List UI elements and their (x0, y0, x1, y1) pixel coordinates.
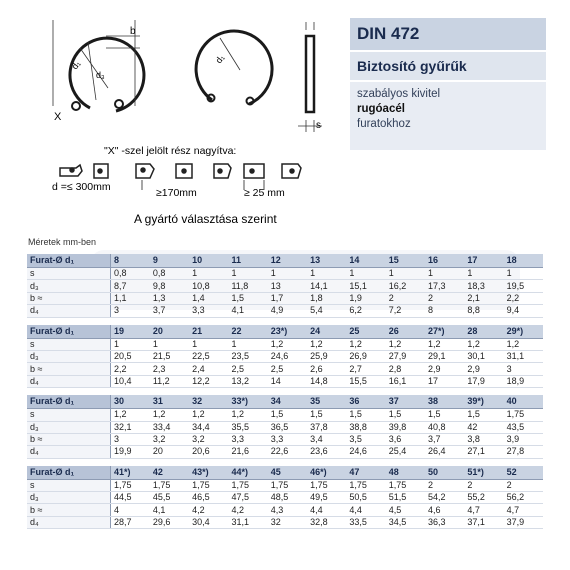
table-row (27, 433, 543, 445)
value-cell: 28,7 (111, 516, 150, 528)
value-cell: 2,7 (346, 363, 385, 375)
value-cell: 3,2 (150, 433, 189, 445)
value-cell: 3,3 (189, 305, 228, 317)
header-bore-cell: 43*) (189, 466, 228, 480)
row-label-cell: d₃ (27, 350, 111, 362)
desc-line-1: szabályos kivitel (357, 88, 441, 100)
value-cell: 1,75 (504, 409, 543, 421)
value-cell: 6,2 (346, 305, 385, 317)
value-cell: 3,8 (464, 433, 503, 445)
value-cell: 56,2 (504, 492, 543, 504)
value-cell: 1 (346, 268, 385, 280)
header-bore-cell: 34 (268, 395, 307, 409)
standard-title: DIN 472 (350, 18, 546, 50)
value-cell: 29,1 (425, 350, 464, 362)
technical-drawing (30, 8, 340, 238)
value-cell: 23,5 (228, 350, 267, 362)
value-cell: 1 (228, 338, 267, 350)
header-bore-cell: 50 (425, 466, 464, 480)
value-cell: 31,1 (228, 516, 267, 528)
value-cell: 27,1 (464, 446, 503, 458)
value-cell: 48,5 (268, 492, 307, 504)
value-cell: 4,5 (386, 504, 425, 516)
value-cell: 1,2 (386, 338, 425, 350)
value-cell: 1 (464, 268, 503, 280)
table-header-row (27, 254, 543, 268)
value-cell: 2 (425, 292, 464, 304)
value-cell: 22,5 (189, 350, 228, 362)
value-cell: 55,2 (464, 492, 503, 504)
value-cell: 9,4 (504, 305, 543, 317)
row-label-cell: b ≈ (27, 433, 111, 445)
value-cell: 1,5 (268, 409, 307, 421)
value-cell: 1,3 (150, 292, 189, 304)
value-cell: 26,4 (425, 446, 464, 458)
value-cell: 33,4 (150, 421, 189, 433)
label-b: b (130, 26, 136, 37)
header-bore-cell: 52 (504, 466, 543, 480)
row-label-cell: b ≈ (27, 292, 111, 304)
row-label-cell: b ≈ (27, 504, 111, 516)
value-cell: 2,4 (189, 363, 228, 375)
value-cell: 8 (425, 305, 464, 317)
row-label-cell: s (27, 268, 111, 280)
header-bore-cell: 19 (111, 325, 150, 339)
value-cell: 45,5 (150, 492, 189, 504)
value-cell: 21,6 (228, 446, 267, 458)
value-cell: 14,8 (307, 375, 346, 387)
header-bore-cell: 28 (464, 325, 503, 339)
value-cell: 16,2 (386, 280, 425, 292)
value-cell: 1,2 (307, 338, 346, 350)
desc-line-2: rugóacél (357, 103, 405, 115)
table-row (27, 363, 543, 375)
value-cell: 1,7 (268, 292, 307, 304)
table-header-row (27, 395, 543, 409)
detail-variants (60, 164, 301, 178)
value-cell: 4,9 (268, 305, 307, 317)
dim-170: ≥170mm (156, 187, 197, 199)
header-bore-cell: 47 (346, 466, 385, 480)
value-cell: 37,9 (504, 516, 543, 528)
value-cell: 24,6 (268, 350, 307, 362)
value-cell: 4,3 (268, 504, 307, 516)
header-bore-cell: 18 (504, 254, 543, 268)
value-cell: 30,1 (464, 350, 503, 362)
header-bore-cell: 20 (150, 325, 189, 339)
value-cell: 0,8 (150, 268, 189, 280)
header-bore-cell: 16 (425, 254, 464, 268)
header-bore-cell: 40 (504, 395, 543, 409)
value-cell: 34,5 (386, 516, 425, 528)
value-cell: 1,2 (150, 409, 189, 421)
value-cell: 1,5 (386, 409, 425, 421)
value-cell: 42 (464, 421, 503, 433)
value-cell: 20,6 (189, 446, 228, 458)
value-cell: 43,5 (504, 421, 543, 433)
value-cell: 3 (111, 305, 150, 317)
header-bore-cell: 45 (268, 466, 307, 480)
value-cell: 2 (425, 479, 464, 491)
header-label-cell: Furat-Ø d₁ (27, 466, 111, 480)
value-cell: 1,9 (346, 292, 385, 304)
value-cell: 3,3 (228, 433, 267, 445)
value-cell: 1 (504, 268, 543, 280)
row-label-cell: b ≈ (27, 363, 111, 375)
header-bore-cell: 15 (386, 254, 425, 268)
value-cell: 3,9 (504, 433, 543, 445)
value-cell: 44,5 (111, 492, 150, 504)
header-bore-cell: 22 (228, 325, 267, 339)
value-cell: 17,3 (425, 280, 464, 292)
value-cell: 3 (504, 363, 543, 375)
value-cell: 35,5 (228, 421, 267, 433)
header-bore-cell: 11 (228, 254, 267, 268)
value-cell: 1,2 (504, 338, 543, 350)
header-bore-cell: 21 (189, 325, 228, 339)
table-row (27, 305, 543, 317)
value-cell: 4,2 (189, 504, 228, 516)
value-cell: 8,8 (464, 305, 503, 317)
value-cell: 21,5 (150, 350, 189, 362)
value-cell: 1,1 (111, 292, 150, 304)
ring-profile (306, 36, 314, 112)
header-bore-cell: 44*) (228, 466, 267, 480)
header-bore-cell: 24 (307, 325, 346, 339)
header-bore-cell: 37 (386, 395, 425, 409)
label-d3: d₃ (96, 70, 105, 80)
value-cell: 17,9 (464, 375, 503, 387)
value-cell: 18,3 (464, 280, 503, 292)
value-cell: 34,4 (189, 421, 228, 433)
value-cell: 1 (189, 338, 228, 350)
value-cell: 1,5 (346, 409, 385, 421)
value-cell: 2 (504, 479, 543, 491)
value-cell: 30,4 (189, 516, 228, 528)
header-bore-cell: 10 (189, 254, 228, 268)
value-cell: 4,1 (150, 504, 189, 516)
row-label-cell: d₃ (27, 492, 111, 504)
value-cell: 13 (268, 280, 307, 292)
table-row (27, 280, 543, 292)
value-cell: 1,5 (425, 409, 464, 421)
value-cell: 5,4 (307, 305, 346, 317)
value-cell: 33,5 (346, 516, 385, 528)
value-cell: 1,2 (189, 409, 228, 421)
value-cell: 2,3 (150, 363, 189, 375)
value-cell: 1,2 (111, 409, 150, 421)
value-cell: 1,2 (464, 338, 503, 350)
value-cell: 50,5 (346, 492, 385, 504)
dim-25: ≥ 25 mm (244, 187, 285, 199)
value-cell: 40,8 (425, 421, 464, 433)
header-bore-cell: 51*) (464, 466, 503, 480)
row-label-cell: d₄ (27, 516, 111, 528)
header-bore-cell: 27*) (425, 325, 464, 339)
value-cell: 27,8 (504, 446, 543, 458)
table-row (27, 504, 543, 516)
header-bore-cell: 39*) (464, 395, 503, 409)
value-cell: 17 (425, 375, 464, 387)
table-row (27, 375, 543, 387)
table-row (27, 516, 543, 528)
header-bore-cell: 46*) (307, 466, 346, 480)
value-cell: 38,8 (346, 421, 385, 433)
header-bore-cell: 33*) (228, 395, 267, 409)
dimension-table (27, 325, 543, 389)
value-cell: 1 (425, 268, 464, 280)
table-row (27, 350, 543, 362)
value-cell: 4,7 (464, 504, 503, 516)
table-row (27, 479, 543, 491)
label-d1: d₁ (69, 58, 83, 72)
value-cell: 10,8 (189, 280, 228, 292)
dimension-table (27, 395, 543, 459)
value-cell: 1,75 (386, 479, 425, 491)
table-header-row (27, 466, 543, 480)
value-cell: 1 (111, 338, 150, 350)
label-d1-mid: d₁ (213, 52, 227, 66)
units-note: Méretek mm-ben (28, 237, 97, 247)
value-cell: 32 (268, 516, 307, 528)
value-cell: 3,4 (307, 433, 346, 445)
value-cell: 3 (111, 433, 150, 445)
value-cell: 1,2 (268, 338, 307, 350)
header-bore-cell: 29*) (504, 325, 543, 339)
header-bore-cell: 30 (111, 395, 150, 409)
value-cell: 1,75 (307, 479, 346, 491)
value-cell: 4,2 (228, 504, 267, 516)
header-bore-cell: 17 (464, 254, 503, 268)
value-cell: 4,1 (228, 305, 267, 317)
table-row (27, 338, 543, 350)
value-cell: 4 (111, 504, 150, 516)
value-cell: 2,2 (111, 363, 150, 375)
value-cell: 2,8 (386, 363, 425, 375)
header-label-cell: Furat-Ø d₁ (27, 254, 111, 268)
header-bore-cell: 36 (346, 395, 385, 409)
value-cell: 32,1 (111, 421, 150, 433)
desc-line-3: furatokhoz (357, 118, 411, 130)
label-x: X (54, 111, 62, 123)
value-cell: 26,9 (346, 350, 385, 362)
header-bore-cell: 14 (346, 254, 385, 268)
value-cell: 1,75 (150, 479, 189, 491)
value-cell: 4,4 (307, 504, 346, 516)
value-cell: 2 (386, 292, 425, 304)
value-cell: 3,7 (150, 305, 189, 317)
value-cell: 1 (386, 268, 425, 280)
row-label-cell: s (27, 409, 111, 421)
value-cell: 1,75 (111, 479, 150, 491)
value-cell: 11,8 (228, 280, 267, 292)
header-label-cell: Furat-Ø d₁ (27, 325, 111, 339)
row-label-cell: d₄ (27, 305, 111, 317)
header-bore-cell: 12 (268, 254, 307, 268)
value-cell: 20 (150, 446, 189, 458)
value-cell: 19,5 (504, 280, 543, 292)
table-header-row (27, 325, 543, 339)
value-cell: 49,5 (307, 492, 346, 504)
value-cell: 1 (268, 268, 307, 280)
value-cell: 2,1 (464, 292, 503, 304)
value-cell: 7,2 (386, 305, 425, 317)
table-row (27, 409, 543, 421)
value-cell: 25,4 (386, 446, 425, 458)
row-label-cell: d₄ (27, 446, 111, 458)
header-bore-cell: 41*) (111, 466, 150, 480)
row-label-cell: d₄ (27, 375, 111, 387)
value-cell: 36,5 (268, 421, 307, 433)
product-info-panel (350, 18, 546, 150)
value-cell: 0,8 (111, 268, 150, 280)
value-cell: 47,5 (228, 492, 267, 504)
dimension-table (27, 466, 543, 530)
value-cell: 4,4 (346, 504, 385, 516)
value-cell: 1,75 (189, 479, 228, 491)
product-description (350, 82, 546, 150)
value-cell: 3,6 (386, 433, 425, 445)
value-cell: 39,8 (386, 421, 425, 433)
value-cell: 18,9 (504, 375, 543, 387)
table-row (27, 492, 543, 504)
header-bore-cell: 42 (150, 466, 189, 480)
value-cell: 22,6 (268, 446, 307, 458)
dim-d-300: d =≤ 300mm (52, 181, 111, 193)
header-bore-cell: 31 (150, 395, 189, 409)
value-cell: 1 (189, 268, 228, 280)
value-cell: 1,2 (228, 409, 267, 421)
value-cell: 19,9 (111, 446, 150, 458)
value-cell: 23,6 (307, 446, 346, 458)
value-cell: 2,5 (268, 363, 307, 375)
value-cell: 3,2 (189, 433, 228, 445)
row-label-cell: s (27, 338, 111, 350)
value-cell: 11,2 (150, 375, 189, 387)
value-cell: 1,8 (307, 292, 346, 304)
table-row (27, 446, 543, 458)
dimension-table (27, 254, 543, 318)
header-bore-cell: 32 (189, 395, 228, 409)
value-cell: 14 (268, 375, 307, 387)
value-cell: 15,5 (346, 375, 385, 387)
value-cell: 2,9 (464, 363, 503, 375)
value-cell: 31,1 (504, 350, 543, 362)
value-cell: 27,9 (386, 350, 425, 362)
row-label-cell: d₃ (27, 421, 111, 433)
header-bore-cell: 38 (425, 395, 464, 409)
table-row (27, 268, 543, 280)
header-bore-cell: 13 (307, 254, 346, 268)
row-label-cell: d₃ (27, 280, 111, 292)
table-row (27, 421, 543, 433)
header-bore-cell: 48 (386, 466, 425, 480)
value-cell: 1,5 (307, 409, 346, 421)
dimension-tables (27, 254, 543, 536)
product-header-section (0, 0, 570, 238)
value-cell: 1 (228, 268, 267, 280)
value-cell: 1 (307, 268, 346, 280)
value-cell: 10,4 (111, 375, 150, 387)
value-cell: 24,6 (346, 446, 385, 458)
detail-caption: "X" -szel jelölt rész nagyítva: (104, 145, 237, 157)
header-bore-cell: 8 (111, 254, 150, 268)
header-bore-cell: 35 (307, 395, 346, 409)
value-cell: 1,75 (346, 479, 385, 491)
value-cell: 29,6 (150, 516, 189, 528)
value-cell: 1 (150, 338, 189, 350)
value-cell: 1,2 (346, 338, 385, 350)
value-cell: 3,7 (425, 433, 464, 445)
header-bore-cell: 26 (386, 325, 425, 339)
manufacturer-choice-note: A gyártó választása szerint (134, 212, 277, 226)
row-label-cell: s (27, 479, 111, 491)
header-label-cell: Furat-Ø d₁ (27, 395, 111, 409)
table-row (27, 292, 543, 304)
label-s: s (316, 120, 321, 131)
header-bore-cell: 23*) (268, 325, 307, 339)
value-cell: 36,3 (425, 516, 464, 528)
value-cell: 37,1 (464, 516, 503, 528)
value-cell: 4,7 (504, 504, 543, 516)
ring-side-view (196, 31, 272, 104)
value-cell: 20,5 (111, 350, 150, 362)
value-cell: 1,5 (464, 409, 503, 421)
value-cell: 12,2 (189, 375, 228, 387)
value-cell: 2,5 (228, 363, 267, 375)
value-cell: 25,9 (307, 350, 346, 362)
value-cell: 37,8 (307, 421, 346, 433)
value-cell: 2,6 (307, 363, 346, 375)
value-cell: 16,1 (386, 375, 425, 387)
product-subtitle: Biztosító gyűrűk (350, 52, 546, 80)
value-cell: 32,8 (307, 516, 346, 528)
value-cell: 4,6 (425, 504, 464, 516)
value-cell: 1,2 (425, 338, 464, 350)
value-cell: 1,75 (228, 479, 267, 491)
header-bore-cell: 25 (346, 325, 385, 339)
value-cell: 8,7 (111, 280, 150, 292)
value-cell: 13,2 (228, 375, 267, 387)
value-cell: 51,5 (386, 492, 425, 504)
value-cell: 1,4 (189, 292, 228, 304)
value-cell: 3,3 (268, 433, 307, 445)
header-bore-cell: 9 (150, 254, 189, 268)
value-cell: 1,75 (268, 479, 307, 491)
value-cell: 1,5 (228, 292, 267, 304)
value-cell: 54,2 (425, 492, 464, 504)
value-cell: 2,2 (504, 292, 543, 304)
value-cell: 2,9 (425, 363, 464, 375)
value-cell: 46,5 (189, 492, 228, 504)
value-cell: 14,1 (307, 280, 346, 292)
value-cell: 15,1 (346, 280, 385, 292)
value-cell: 9,8 (150, 280, 189, 292)
value-cell: 3,5 (346, 433, 385, 445)
value-cell: 2 (464, 479, 503, 491)
